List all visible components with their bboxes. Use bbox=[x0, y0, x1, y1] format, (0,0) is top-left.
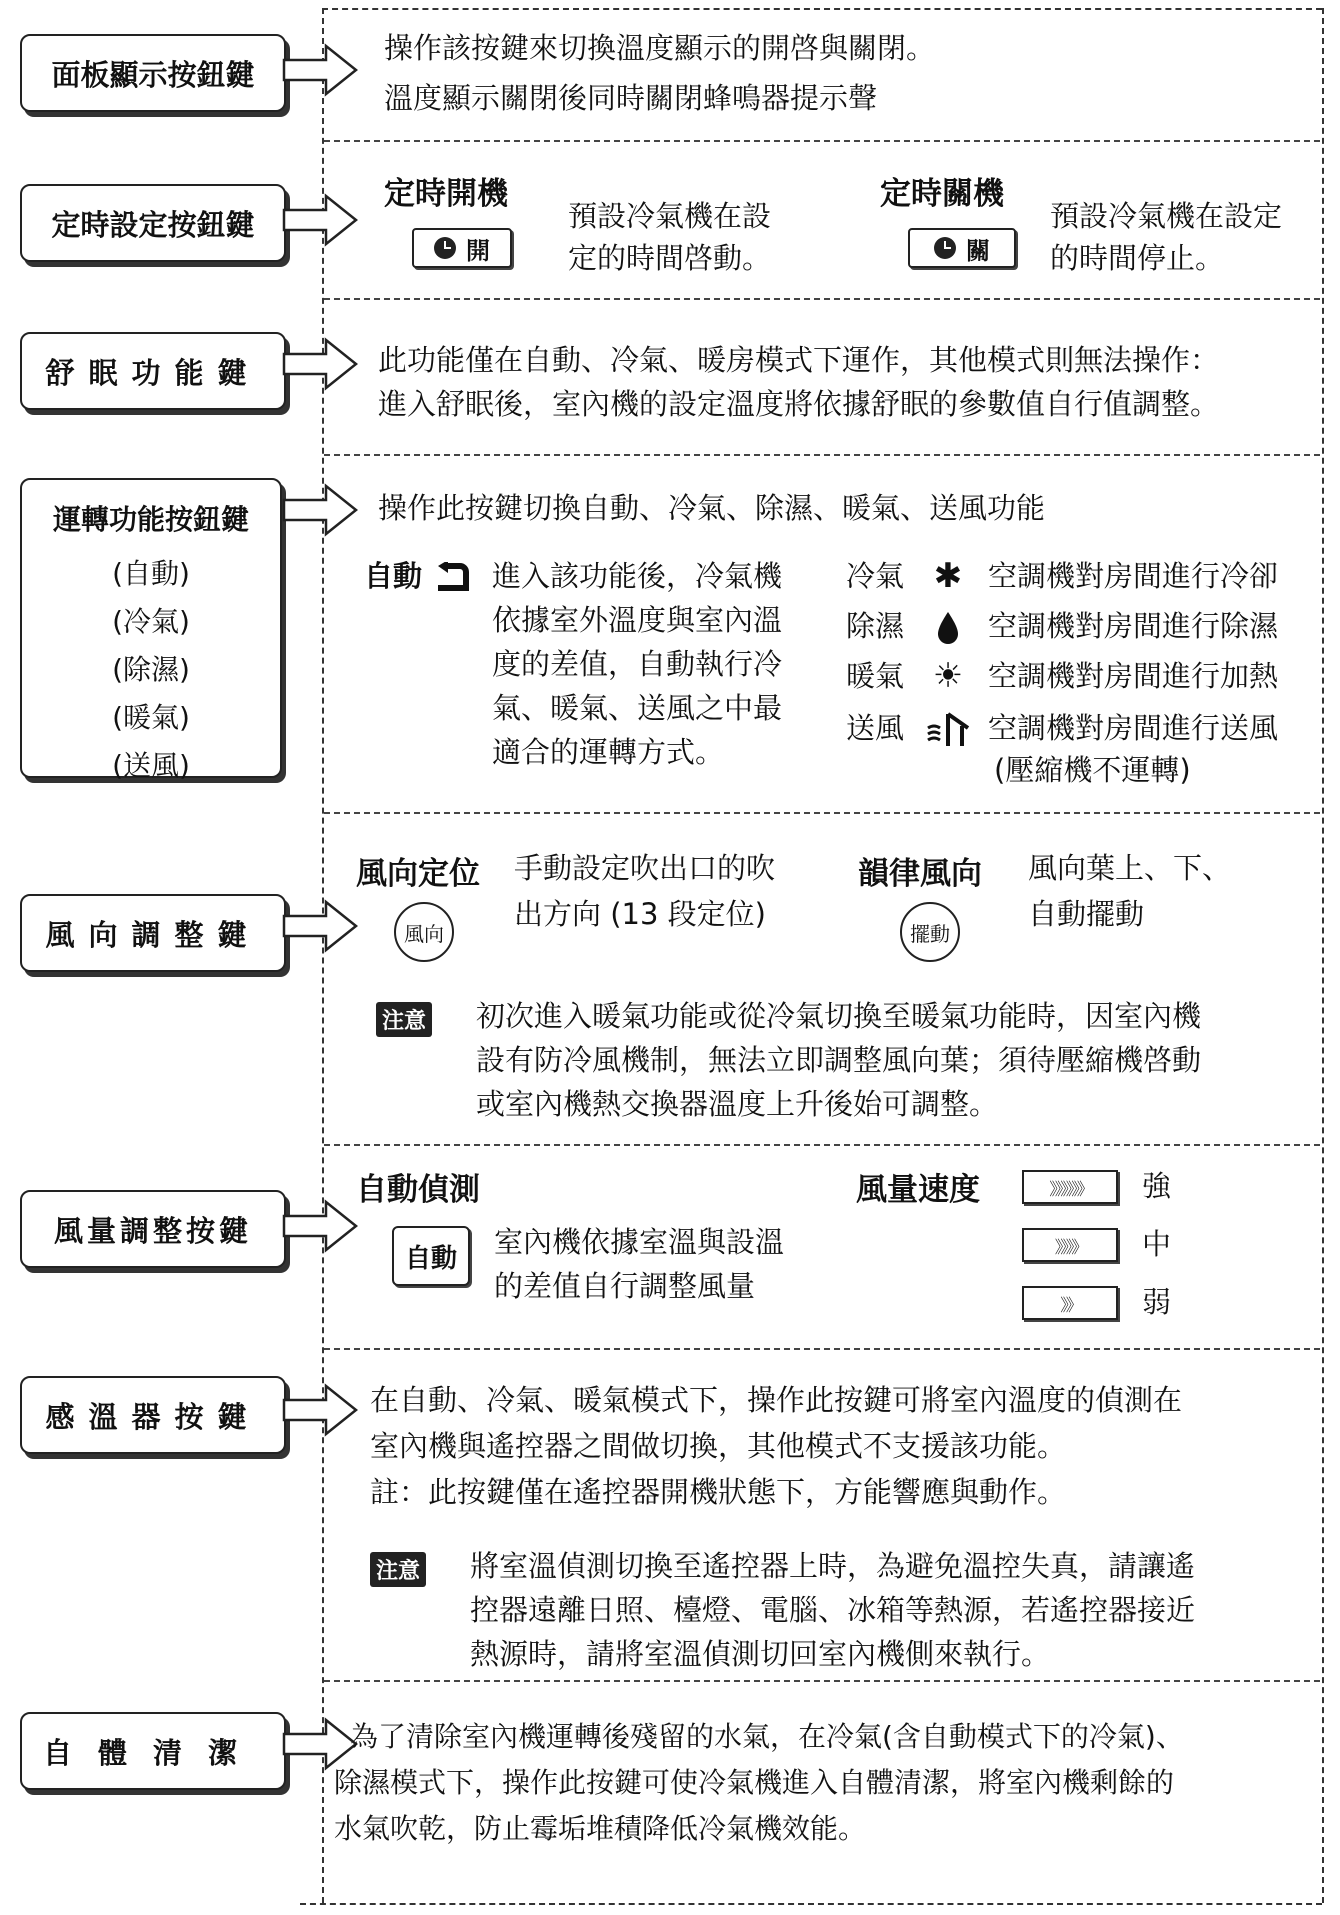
label-panel-display-button: 面板顯示按鈕鍵 bbox=[20, 34, 286, 112]
panel-desc-line: 操作該按鍵來切換溫度顯示的開啓與關閉。 bbox=[384, 31, 936, 65]
wind-swing-button[interactable]: 擺動 bbox=[900, 902, 960, 962]
label-sensor-button: 感溫器按鍵 bbox=[20, 1376, 286, 1454]
fan-auto-desc: 的差值自行調整風量 bbox=[494, 1269, 756, 1303]
section-divider bbox=[324, 1348, 1320, 1350]
auto-cycle-icon bbox=[432, 562, 472, 592]
fan-auto-title: 自動偵測 bbox=[356, 1172, 480, 1208]
frame-bottom-border bbox=[300, 1903, 1322, 1905]
section-divider bbox=[324, 298, 1320, 300]
snowflake-icon: ✱ bbox=[933, 556, 963, 596]
label-sleep-button: 舒眠功能鍵 bbox=[20, 332, 286, 410]
mode-sub-dry: (除濕) bbox=[112, 653, 190, 686]
mode-sub-cool: (冷氣) bbox=[112, 605, 190, 638]
timer-on-button-label: 開 bbox=[466, 236, 490, 265]
wind-swing-desc: 風向葉上、下、 bbox=[1028, 851, 1232, 885]
sensor-desc-line: 室內機與遙控器之間做切換，其他模式不支援該功能。 bbox=[370, 1429, 1067, 1463]
section-divider bbox=[324, 140, 1320, 142]
mode-heat-label: 暖氣 bbox=[846, 659, 905, 693]
mode-auto-desc: 進入該功能後，冷氣機 bbox=[492, 559, 783, 593]
fan-speed-medium-label: 中 bbox=[1142, 1227, 1172, 1261]
frame-left-border bbox=[322, 8, 324, 1903]
sensor-desc-line: 註：此按鍵僅在遙控器開機狀態下，方能響應與動作。 bbox=[370, 1475, 1067, 1509]
wind-note-line: 初次進入暖氣功能或從冷氣切換至暖氣功能時，因室內機 bbox=[476, 999, 1202, 1033]
label-mode-title: 運轉功能按鈕鍵 bbox=[52, 503, 249, 536]
label-fan-speed-button: 風量調整按鍵 bbox=[20, 1190, 286, 1268]
wind-swing-title: 韻律風向 bbox=[858, 856, 982, 892]
mode-auto-desc: 氣、暖氣、送風之中最 bbox=[492, 691, 783, 725]
sleep-desc-line: 此功能僅在自動、冷氣、暖房模式下運作，其他模式則無法操作： bbox=[378, 343, 1220, 377]
mode-fan-desc: 空調機對房間進行送風 bbox=[988, 711, 1279, 745]
clock-icon bbox=[434, 237, 456, 259]
timer-off-desc: 的時間停止。 bbox=[1050, 241, 1225, 275]
frame-top-border bbox=[322, 8, 1322, 10]
wind-position-button[interactable]: 風向 bbox=[394, 902, 454, 962]
arrow-right-icon bbox=[282, 482, 358, 538]
frame-right-border bbox=[1322, 8, 1324, 1903]
sensor-note-line: 熱源時，請將室溫偵測切回室內機側來執行。 bbox=[470, 1637, 1051, 1671]
arrow-right-icon bbox=[282, 1382, 358, 1438]
wind-swing-desc: 自動擺動 bbox=[1028, 897, 1145, 931]
arrow-right-icon bbox=[282, 898, 358, 954]
clean-desc-line: 除濕模式下，操作此按鍵可使冷氣機進入自體清潔，將室內機剩餘的 bbox=[334, 1766, 1175, 1799]
label-self-clean-button: 自體清潔 bbox=[20, 1712, 286, 1790]
mode-sub-heat: (暖氣) bbox=[112, 701, 190, 734]
label-mode-button bbox=[20, 478, 282, 782]
fan-auto-desc: 室內機依據室溫與設溫 bbox=[494, 1225, 785, 1259]
fan-speed-title: 風量速度 bbox=[856, 1172, 980, 1208]
fan-speed-strong-label: 強 bbox=[1142, 1169, 1172, 1203]
wind-note-line: 或室內機熱交換器溫度上升後始可調整。 bbox=[476, 1087, 999, 1121]
label-timer-button: 定時設定按鈕鍵 bbox=[20, 184, 286, 262]
sensor-note-line: 控器遠離日照、檯燈、電腦、冰箱等熱源，若遙控器接近 bbox=[470, 1593, 1196, 1627]
section-divider bbox=[324, 1680, 1320, 1682]
arrow-right-icon bbox=[282, 42, 358, 98]
mode-heat-desc: 空調機對房間進行加熱 bbox=[988, 659, 1279, 693]
sensor-note-line: 將室溫偵測切換至遙控器上時，為避免溫控失真，請讓遙 bbox=[470, 1549, 1196, 1583]
mode-fan-note: (壓縮機不運轉) bbox=[994, 753, 1191, 787]
mode-fan-label: 送風 bbox=[846, 711, 905, 745]
clock-icon bbox=[934, 237, 956, 259]
wind-position-title: 風向定位 bbox=[356, 856, 480, 892]
sensor-note-tag: 注意 bbox=[370, 1552, 426, 1587]
wind-position-desc: 出方向 (13 段定位) bbox=[514, 897, 766, 931]
panel-desc-line: 溫度顯示關閉後同時關閉蜂鳴器提示聲 bbox=[384, 81, 878, 115]
sensor-desc-line: 在自動、冷氣、暖氣模式下，操作此按鍵可將室內溫度的偵測在 bbox=[370, 1383, 1183, 1417]
droplet-icon bbox=[936, 610, 960, 644]
timer-on-desc: 預設冷氣機在設 bbox=[568, 199, 772, 233]
clean-desc-line: 水氣吹乾，防止霉垢堆積降低冷氣機效能。 bbox=[334, 1812, 867, 1845]
timer-off-title: 定時關機 bbox=[880, 176, 1004, 212]
fan-auto-button[interactable]: 自動 bbox=[392, 1226, 470, 1286]
mode-cool-desc: 空調機對房間進行冷卻 bbox=[988, 559, 1279, 593]
section-divider bbox=[324, 1144, 1320, 1146]
fan-speed-weak-button[interactable]: 》》 bbox=[1022, 1286, 1118, 1320]
timer-off-desc: 預設冷氣機在設定 bbox=[1050, 199, 1283, 233]
fan-speed-medium-button[interactable]: 》》》》 bbox=[1022, 1228, 1118, 1262]
sleep-desc-line: 進入舒眠後，室內機的設定溫度將依據舒眠的參數值自行值調整。 bbox=[378, 387, 1220, 421]
label-wind-direction-button: 風向調整鍵 bbox=[20, 894, 286, 972]
timer-on-desc: 定的時間啓動。 bbox=[568, 241, 772, 275]
mode-auto-desc: 度的差值，自動執行冷 bbox=[492, 647, 783, 681]
mode-auto-desc: 依據室外溫度與室內溫 bbox=[492, 603, 783, 637]
fan-speed-strong-button[interactable]: 》》》》》》 bbox=[1022, 1170, 1118, 1204]
sun-icon: ☀ bbox=[932, 656, 964, 696]
mode-auto-desc: 適合的運轉方式。 bbox=[492, 735, 725, 769]
arrow-right-icon bbox=[282, 336, 358, 392]
timer-on-button[interactable] bbox=[412, 228, 512, 268]
mode-sub-auto: (自動) bbox=[112, 557, 190, 590]
wind-position-desc: 手動設定吹出口的吹 bbox=[514, 851, 776, 885]
wind-note-tag: 注意 bbox=[376, 1002, 432, 1037]
mode-intro: 操作此按鍵切換自動、冷氣、除濕、暖氣、送風功能 bbox=[378, 491, 1046, 525]
timer-off-button-label: 關 bbox=[966, 236, 990, 265]
wind-note-line: 設有防冷風機制，無法立即調整風向葉；須待壓縮機啓動 bbox=[476, 1043, 1202, 1077]
mode-dry-desc: 空調機對房間進行除濕 bbox=[988, 609, 1279, 643]
fan-house-icon bbox=[926, 710, 972, 748]
section-divider bbox=[324, 454, 1320, 456]
timer-off-button[interactable] bbox=[908, 228, 1016, 268]
section-divider bbox=[324, 812, 1320, 814]
mode-sub-fan: (送風) bbox=[112, 749, 190, 782]
mode-dry-label: 除濕 bbox=[846, 609, 905, 643]
clean-desc-line: 為了清除室內機運轉後殘留的水氣，在冷氣(含自動模式下的冷氣)、 bbox=[350, 1720, 1184, 1753]
mode-auto-label: 自動 bbox=[364, 559, 423, 593]
arrow-right-icon bbox=[282, 192, 358, 248]
fan-speed-weak-label: 弱 bbox=[1142, 1285, 1172, 1319]
arrow-right-icon bbox=[282, 1198, 358, 1254]
mode-cool-label: 冷氣 bbox=[846, 559, 905, 593]
timer-on-title: 定時開機 bbox=[384, 176, 508, 212]
